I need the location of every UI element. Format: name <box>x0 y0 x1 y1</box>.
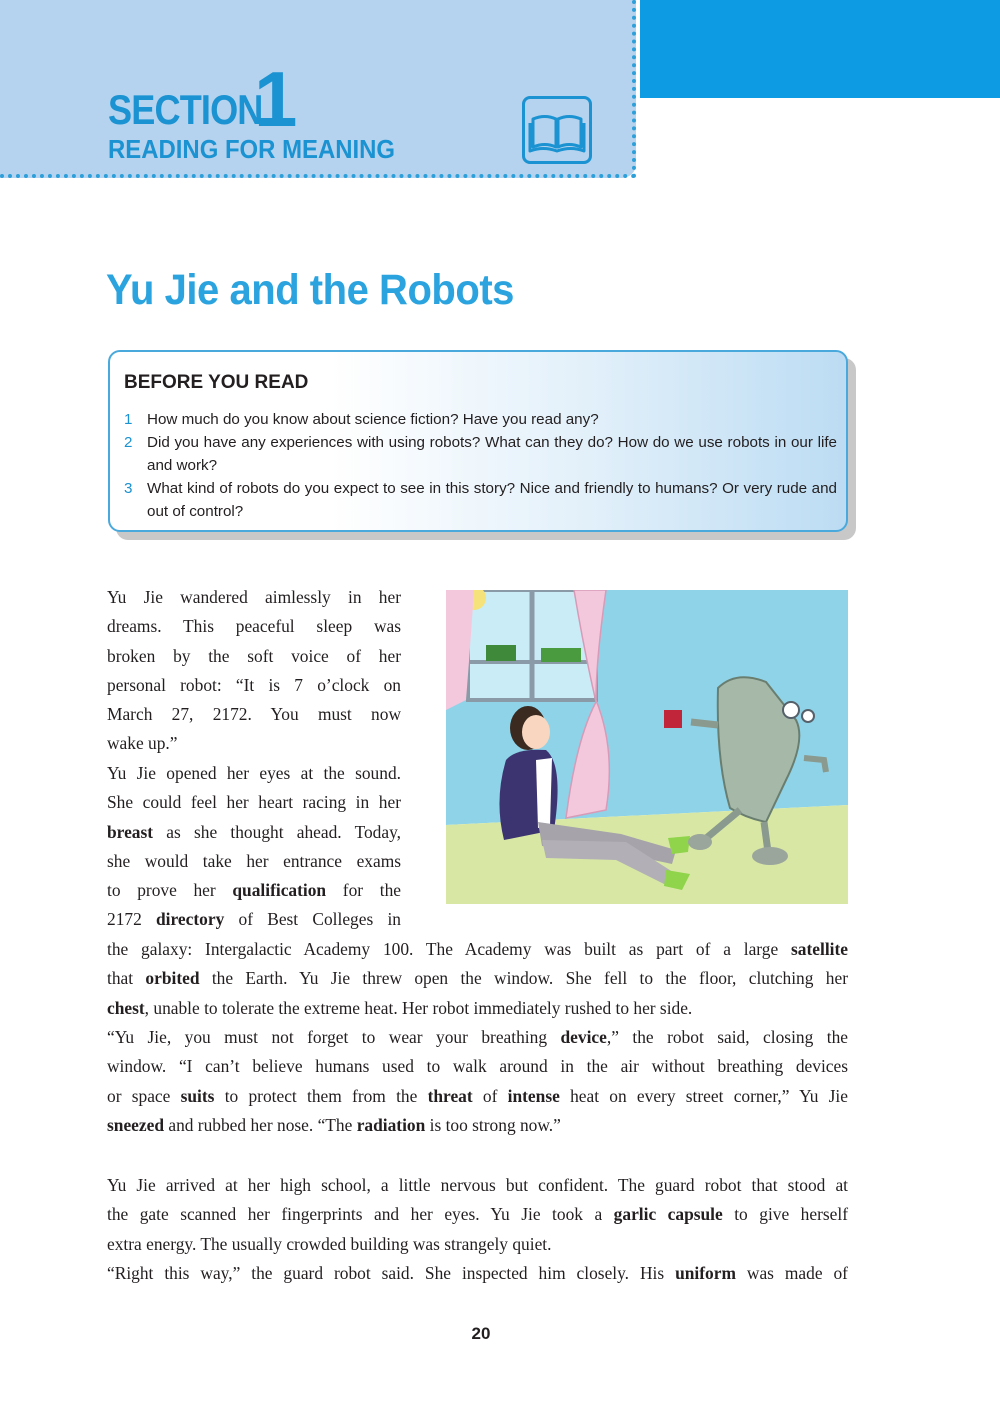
header-dotted-border-right <box>632 0 636 178</box>
page-number: 20 <box>471 1324 491 1343</box>
text-line: March 27, 2172. You must now <box>107 704 401 725</box>
text-segment: the Earth. Yu Jie threw open the window. She fell to the floor, clutching her <box>199 968 848 989</box>
text-segment: 2172 <box>107 909 157 930</box>
before-you-read-box <box>108 350 848 532</box>
text-line <box>107 1023 848 1052</box>
text-line <box>107 1082 848 1111</box>
text-segment: is too strong now.” <box>425 1114 561 1135</box>
vocab-word: orbited <box>145 968 200 989</box>
story-paragraph <box>107 583 401 759</box>
text-segment: as she thought ahead. Today, <box>153 821 401 842</box>
text-line <box>107 935 848 964</box>
text-segment: that <box>107 968 146 989</box>
text-line: Yu Jie arrived at her high school, a little nervous but confident. The guard robot that stood at <box>107 1175 848 1195</box>
section-subtitle: READING FOR MEANING <box>108 134 396 164</box>
text-line <box>107 876 401 905</box>
story-paragraph <box>107 759 401 935</box>
vocab-word: sneezed <box>107 1114 164 1135</box>
text-segment: of <box>472 1085 508 1106</box>
text-line: window. “I can’t believe humans used to walk around in the air without breathing devices <box>107 1056 848 1077</box>
story-illustration <box>446 590 848 904</box>
text-line <box>107 905 401 934</box>
question-text: What kind of robots do you expect to see in this story? Nice and friendly to humans? Or very rude and out of control? <box>147 480 837 520</box>
text-segment: for the <box>326 880 401 901</box>
question-item <box>124 477 837 523</box>
text-segment: to protect them from the <box>214 1085 428 1106</box>
text-line: dreams. This peaceful sleep was <box>107 616 401 637</box>
story-paragraph <box>107 1023 848 1140</box>
text-line <box>107 1111 848 1140</box>
text-segment: “Yu Jie, you must not forget to wear your breathing <box>107 1027 561 1047</box>
question-text: How much do you know about science fiction? Have you read any? <box>147 411 599 428</box>
text-line: wake up.” <box>107 733 178 754</box>
text-segment: or space <box>107 1085 181 1106</box>
text-line: broken by the soft voice of her <box>107 645 401 666</box>
text-line <box>107 1200 848 1229</box>
vocab-word: breast <box>107 821 154 842</box>
text-line: Yu Jie wandered aimlessly in her <box>107 587 401 607</box>
text-segment: heat on every street corner,” Yu Jie <box>559 1085 848 1106</box>
vocab-word: intense <box>507 1085 560 1106</box>
story-paragraph <box>107 1171 848 1259</box>
text-segment: was made of <box>735 1263 848 1283</box>
vocab-word: satellite <box>791 939 848 959</box>
vocab-word: qualification <box>232 880 327 901</box>
text-segment: of Best Colleges in <box>224 909 401 930</box>
section-number: 1 <box>254 55 298 143</box>
text-line: She could feel her heart racing in her <box>107 792 401 813</box>
text-segment: “Right this way,” the guard robot said. She inspected him closely. His <box>107 1263 676 1283</box>
vocab-word: suits <box>180 1085 215 1106</box>
text-segment: the gate scanned her fingerprints and her eyes. Yu Jie took a <box>107 1204 614 1225</box>
question-text: Did you have any experiences with using robots? What can they do? How do we use robots in our life and work? <box>147 434 837 474</box>
text-line <box>107 1259 848 1288</box>
text-line <box>107 818 401 847</box>
question-number: 1 <box>124 411 133 428</box>
before-you-read-title: BEFORE YOU READ <box>124 372 309 393</box>
text-line <box>107 994 848 1023</box>
text-line: personal robot: “It is 7 o’clock on <box>107 674 401 695</box>
question-number: 2 <box>124 434 133 451</box>
question-item <box>124 431 837 477</box>
text-segment: to give herself <box>722 1204 848 1225</box>
text-line: extra energy. The usually crowded building was strangely quiet. <box>107 1233 552 1254</box>
vocab-word: device <box>560 1027 607 1047</box>
text-segment: , unable to tolerate the extreme heat. Her robot immediately rushed to her side. <box>144 997 693 1018</box>
vocab-word: garlic capsule <box>613 1204 723 1225</box>
text-segment: to prove her <box>107 880 233 901</box>
header-blue-bar <box>640 0 1000 98</box>
open-book-icon <box>522 96 592 164</box>
text-segment: the galaxy: Intergalactic Academy 100. The Academy was built as part of a large <box>107 939 792 959</box>
header-dotted-border-bottom <box>0 174 636 178</box>
question-item <box>124 408 837 431</box>
story-title: Yu Jie and the Robots <box>106 266 514 314</box>
story-paragraph <box>107 1259 848 1288</box>
question-number: 3 <box>124 480 133 497</box>
vocab-word: uniform <box>675 1263 736 1283</box>
vocab-word: chest <box>107 997 145 1018</box>
text-line: she would take her entrance exams <box>107 850 401 871</box>
text-line <box>107 964 848 993</box>
text-line: Yu Jie opened her eyes at the sound. <box>107 763 401 783</box>
story-paragraph-continued <box>107 935 848 1023</box>
vocab-word: radiation <box>356 1114 426 1135</box>
text-segment: and rubbed her nose. “The <box>164 1114 357 1135</box>
section-label: SECTION <box>108 86 263 133</box>
text-segment: ,” the robot said, closing the <box>606 1027 848 1047</box>
vocab-word: threat <box>427 1085 473 1106</box>
vocab-word: directory <box>156 909 225 930</box>
